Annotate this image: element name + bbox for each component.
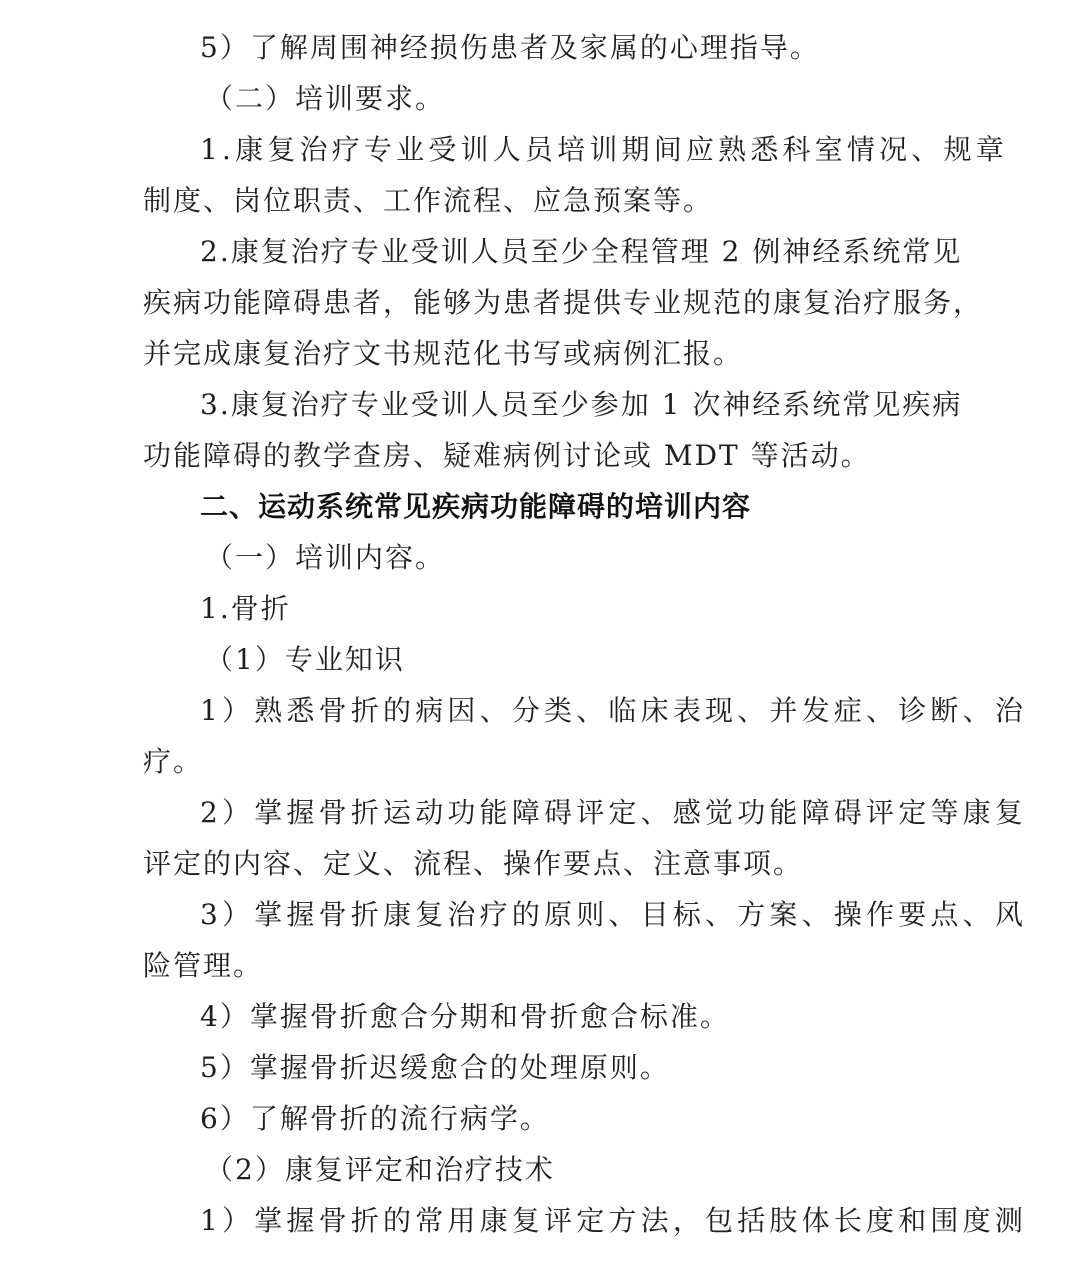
item-subheading: （2）康复评定和治疗技术 — [205, 1153, 555, 1186]
paragraph-line: 并完成康复治疗文书规范化书写或病例汇报。 — [143, 337, 744, 370]
paragraph-line: 功能障碍的教学查房、疑难病例讨论或 MDT 等活动。 — [143, 439, 871, 472]
paragraph-line: 1）熟悉骨折的病因、分类、临床表现、并发症、诊断、治 — [200, 694, 1028, 727]
paragraph-line: 1.康复治疗专业受训人员培训期间应熟悉科室情况、规章 — [200, 133, 1008, 166]
paragraph-line: 2.康复治疗专业受训人员至少全程管理 2 例神经系统常见 — [200, 235, 963, 268]
paragraph-line: 疾病功能障碍患者，能够为患者提供专业规范的康复治疗服务， — [143, 286, 984, 319]
paragraph-line: 3）掌握骨折康复治疗的原则、目标、方案、操作要点、风 — [200, 898, 1028, 931]
paragraph-line: 5）掌握骨折迟缓愈合的处理原则。 — [200, 1051, 670, 1084]
paragraph-line: 评定的内容、定义、流程、操作要点、注意事项。 — [143, 847, 804, 880]
item-subheading: （1）专业知识 — [205, 643, 405, 676]
paragraph-line: 2）掌握骨折运动功能障碍评定、感觉功能障碍评定等康复 — [200, 796, 1028, 829]
paragraph-line: 制度、岗位职责、工作流程、应急预案等。 — [143, 184, 714, 217]
item-heading: 1.骨折 — [200, 592, 291, 625]
paragraph-line: 3.康复治疗专业受训人员至少参加 1 次神经系统常见疾病 — [200, 388, 963, 421]
paragraph-line: 1）掌握骨折的常用康复评定方法，包括肢体长度和围度测 — [200, 1204, 1028, 1237]
section-heading: 二、运动系统常见疾病功能障碍的培训内容 — [200, 490, 752, 523]
paragraph-line: 险管理。 — [143, 949, 264, 982]
paragraph-line: 4）掌握骨折愈合分期和骨折愈合标准。 — [200, 1000, 730, 1033]
paragraph-line: 疗。 — [143, 745, 204, 778]
paragraph-line: 5）了解周围神经损伤患者及家属的心理指导。 — [200, 31, 820, 64]
section-subheading: （二）培训要求。 — [205, 82, 446, 115]
section-subheading: （一）培训内容。 — [205, 541, 446, 574]
paragraph-line: 6）了解骨折的流行病学。 — [200, 1102, 550, 1135]
